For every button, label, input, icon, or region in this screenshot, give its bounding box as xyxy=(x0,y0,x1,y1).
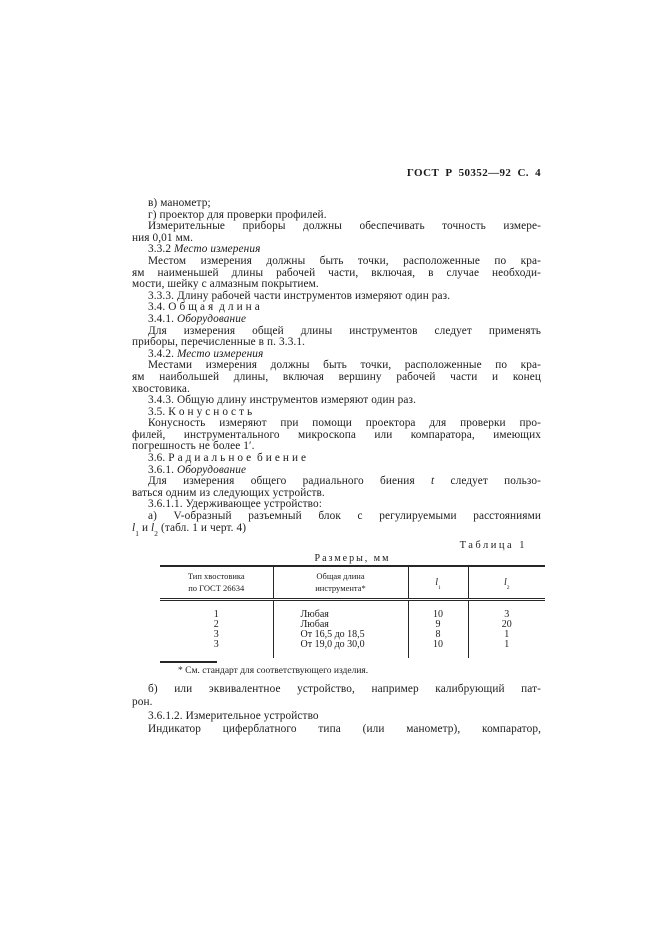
text-line: ния 0,01 мм. xyxy=(132,231,194,244)
text-line: 3.4.2. Место измерения xyxy=(148,347,264,360)
text-line: Местом измерения должны быть точки, расположенные по кра- xyxy=(148,254,541,267)
text-line: в) манометр; xyxy=(148,197,211,209)
text-line: филей, инструментального микроскопа или компаратора, имеющих xyxy=(132,428,541,441)
table-cell: 10 xyxy=(408,600,468,620)
text-line: Индикатор циферблатного типа (или манометр), компаратор, xyxy=(148,723,541,736)
text-line: погрешность не более 1′. xyxy=(132,440,255,453)
text-line: хвостовика. xyxy=(132,382,190,395)
text-line: 3.6.1.1. Удерживающее устройство: xyxy=(148,498,322,511)
column-header: $l_1$ xyxy=(408,566,468,600)
table-cell: 1 xyxy=(468,640,545,658)
text-line: 3.4. О б щ а я д л и н а xyxy=(148,301,260,314)
table-cell: 2 xyxy=(213,618,219,630)
text-line: 3.3.2 Место измерения xyxy=(148,243,261,256)
table-header-row xyxy=(160,566,545,600)
text-line: Конусность измеряют при помощи проектора для проверки про- xyxy=(148,417,541,430)
table-cell: 9 xyxy=(408,620,468,630)
table-cell: 3 xyxy=(213,638,219,650)
text-line: Для измерения общего радиального биения t следует пользо- xyxy=(148,475,541,488)
page-header: ГОСТ Р 50352—92 С. 4 xyxy=(406,167,541,179)
table-cell: От 19,0 до 30,0 xyxy=(273,640,408,658)
text-line: 3.6.1. Оборудование xyxy=(148,463,247,476)
text-line: ям наибольшей длины, включая вершину рабочей части и конец xyxy=(132,370,541,383)
text-line: 3.4.1. Оборудование xyxy=(148,312,247,325)
table-row xyxy=(160,600,545,620)
after-table-text xyxy=(132,683,541,737)
data-table-wrapper xyxy=(160,565,545,658)
text-line: Измерительные приборы должны обеспечивать точность измере- xyxy=(148,220,541,233)
text-line: а) V-образный разъемный блок с регулируемыми расстояниями xyxy=(148,510,541,523)
text-line: 3.3.3. Длину рабочей части инструментов измеряют один раз. xyxy=(148,289,451,302)
table-cell: 1 xyxy=(468,630,545,640)
table-cell: 3 xyxy=(213,628,219,640)
text-line: 3.4.3. Общую длину инструментов измеряют один раз. xyxy=(148,394,417,407)
text-line: $l_1$ и $l_2$ (табл. 1 и черт. 4) xyxy=(132,521,247,538)
text-line: ям наименьшей длины рабочей части, включая, в случае необходи- xyxy=(132,266,541,279)
table-cell: 20 xyxy=(468,620,545,630)
text-line: рон. xyxy=(132,696,153,709)
table-footnote: * См. стандарт для соответствующего изделия. xyxy=(178,666,369,676)
text-line: мости, шейку с алмазным покрытием. xyxy=(132,278,319,291)
table-cell: 8 xyxy=(408,630,468,640)
text-line: 3.6. Р а д и а л ь н о е б и е н и е xyxy=(148,452,307,465)
table-cell: От 16,5 до 18,5 xyxy=(273,630,408,640)
table-caption: Таблица 1 xyxy=(459,540,527,551)
text-line: Местами измерения должны быть точки, расположенные по кра- xyxy=(148,359,541,372)
column-header: Общая длина инструмента* xyxy=(273,566,408,600)
text-line: 3.6.1.2. Измерительное устройство xyxy=(148,709,319,722)
text-line: г) проектор для проверки профилей. xyxy=(148,208,327,221)
table-row xyxy=(160,640,545,658)
table-cell: Любая xyxy=(273,600,408,620)
data-table xyxy=(160,565,545,658)
text-line: б) или эквивалентное устройство, например калибрующий пат- xyxy=(148,683,541,695)
column-header: Тип хвостовика по ГОСТ 26634 xyxy=(160,566,273,600)
table-cell: 10 xyxy=(408,640,468,658)
table-cell: 3 xyxy=(468,600,545,620)
body-text xyxy=(132,197,541,538)
text-line: ваться одним из следующих устройств. xyxy=(132,486,325,499)
table-cell: 1 xyxy=(213,609,219,620)
column-header: $l_2$ xyxy=(468,566,545,600)
table-units-label: Размеры, мм xyxy=(314,553,391,564)
text-line: Для измерения общей длины инструментов следует применять xyxy=(148,324,541,337)
table-cell: Любая xyxy=(273,620,408,630)
text-line: приборы, перечисленные в п. 3.3.1. xyxy=(132,336,306,349)
footnote-rule xyxy=(160,661,217,663)
text-line: 3.5. К о н у с н о с т ь xyxy=(148,405,253,418)
